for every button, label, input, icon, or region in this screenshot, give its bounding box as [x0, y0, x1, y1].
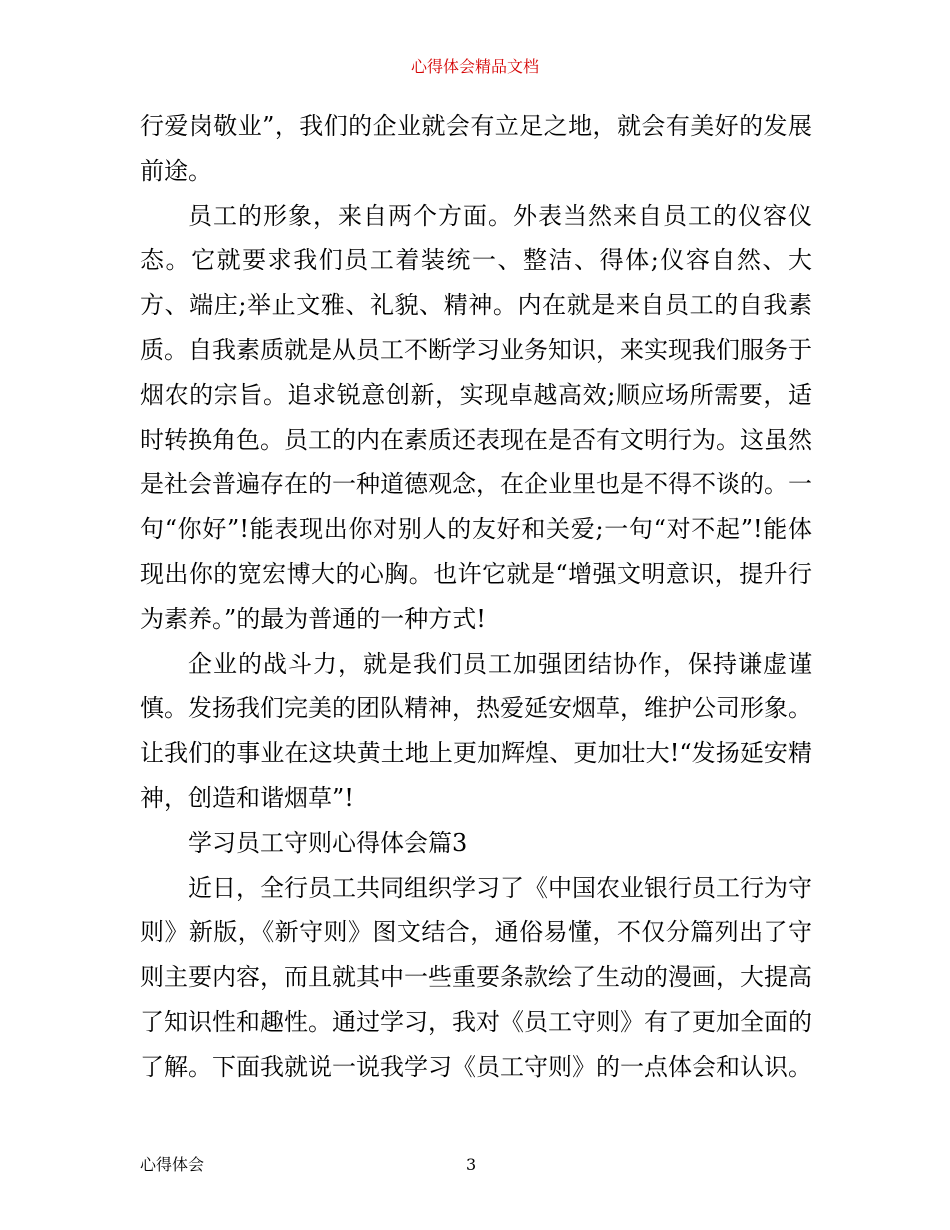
paragraph-combat-power: 企业的战斗力，就是我们员工加强团结协作，保持谦虚谨慎。发扬我们完美的团队精神，热爱延安烟草，维护公司形象。让我们的事业在这块黄土地上更加辉煌、更加壮大!“发扬延安精神，创造和谐烟草”! — [140, 649, 812, 812]
footer-page-number: 3 — [466, 1155, 477, 1174]
document-body — [140, 104, 812, 1090]
section-heading: 学习员工守则心得体会篇3 — [188, 828, 468, 857]
page-header-title: 心得体会精品文档 — [410, 57, 539, 76]
paragraph-continuation: 行爱岗敬业”，我们的企业就会有立足之地，就会有美好的发展前途。 — [140, 112, 812, 185]
paragraph-study-rules: 近日，全行员工共同组织学习了《中国农业银行员工行为守则》新版，《新守则》图文结合，通俗易懂，不仅分篇列出了守则主要内容，而且就其中一些重要条款绘了生动的漫画，大提高了知识性和趣性。通过学习，我对《员工守则》有了更加全面的了解。下面我就说一说我学习《员工守则》的一点体会和认识。 — [140, 873, 812, 1081]
paragraph-employee-image: 员工的形象，来自两个方面。外表当然来自员工的仪容仪态。它就要求我们员工着装统一、整洁、得体;仪容自然、大方、端庄;举止文雅、礼貌、精神。内在就是来自员工的自我素质。自我素质就是从员工不断学习业务知识，来实现我们服务于烟农的宗旨。追求锐意创新，实现卓越高效;顺应场所需要，适时转换角色。员工的内在素质还表现在是否有文明行为。这虽然是社会普遍存在的一种道德观念，在企业里也是不得不谈的。一句“你好”!能表现出你对别人的友好和关爱;一句“对不起”!能体现出你的宽宏博大的心胸。也许它就是“增强文明意识，提升行为素养。”的最为普通的一种方式! — [140, 201, 812, 633]
footer-label: 心得体会 — [140, 1155, 205, 1174]
